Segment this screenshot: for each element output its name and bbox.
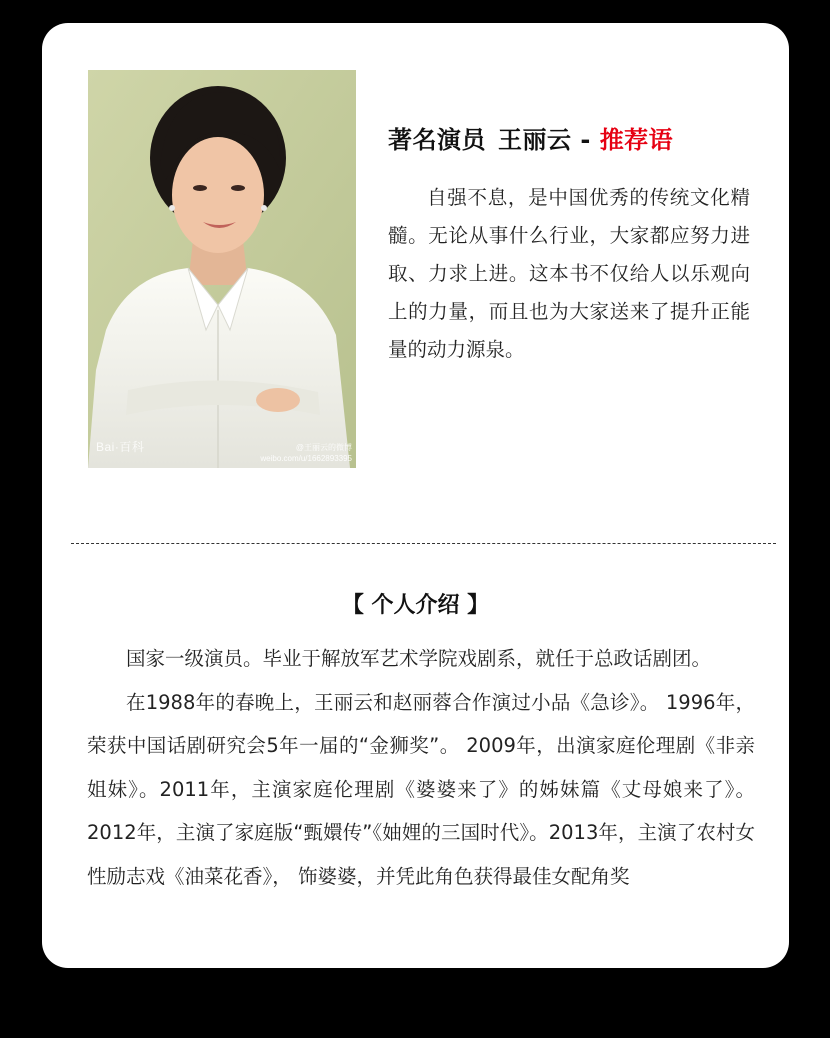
recommend-highlight: 推荐语 bbox=[599, 126, 674, 154]
intro-paragraph: 国家一级演员。毕业于解放军艺术学院戏剧系，就任于总政话剧团。 bbox=[126, 647, 712, 670]
weibo-url: weibo.com/u/1662893395 bbox=[260, 454, 352, 463]
recommend-name: 王丽云 - bbox=[498, 126, 591, 154]
recommend-heading bbox=[388, 120, 673, 155]
portrait-illustration bbox=[88, 70, 356, 468]
weibo-handle: @王丽云的微博 bbox=[295, 443, 352, 452]
recommend-body: 自强不息，是中国优秀的传统文化精髓。无论从事什么行业，大家都应努力进取、力求上进。这本书不仅给人以乐观向上的力量，而且也为大家送来了提升正能量的动力源泉。 bbox=[388, 186, 750, 361]
intro-title: 【 个人介绍 】 bbox=[341, 593, 490, 618]
portrait-photo bbox=[88, 70, 356, 468]
photo-watermark-baidu: Bai·百科 bbox=[96, 440, 145, 454]
content-card bbox=[42, 23, 789, 968]
dashed-divider bbox=[71, 543, 776, 544]
photo-watermark-weibo bbox=[260, 442, 352, 464]
intro-paragraph: 在1988年的春晚上，王丽云和赵丽蓉合作演过小品《急诊》。 1996年，荣获中国话剧研究会5年一届的“金狮奖”。 2009年，出演家庭伦理剧《非亲姐妹》。2011年，主演家庭伦理剧《婆婆来了》的姊妹篇《丈母娘来了》。2012年，主演了家庭版“甄嬛传”《妯娌的三国时代》。2013年，主演了农村女性励志戏《油菜花香》， 饰婆婆，并凭此角色获得最佳女配角奖 bbox=[87, 690, 755, 888]
intro-text bbox=[87, 637, 755, 898]
recommend-name-prefix: 著名演员 bbox=[388, 126, 486, 154]
